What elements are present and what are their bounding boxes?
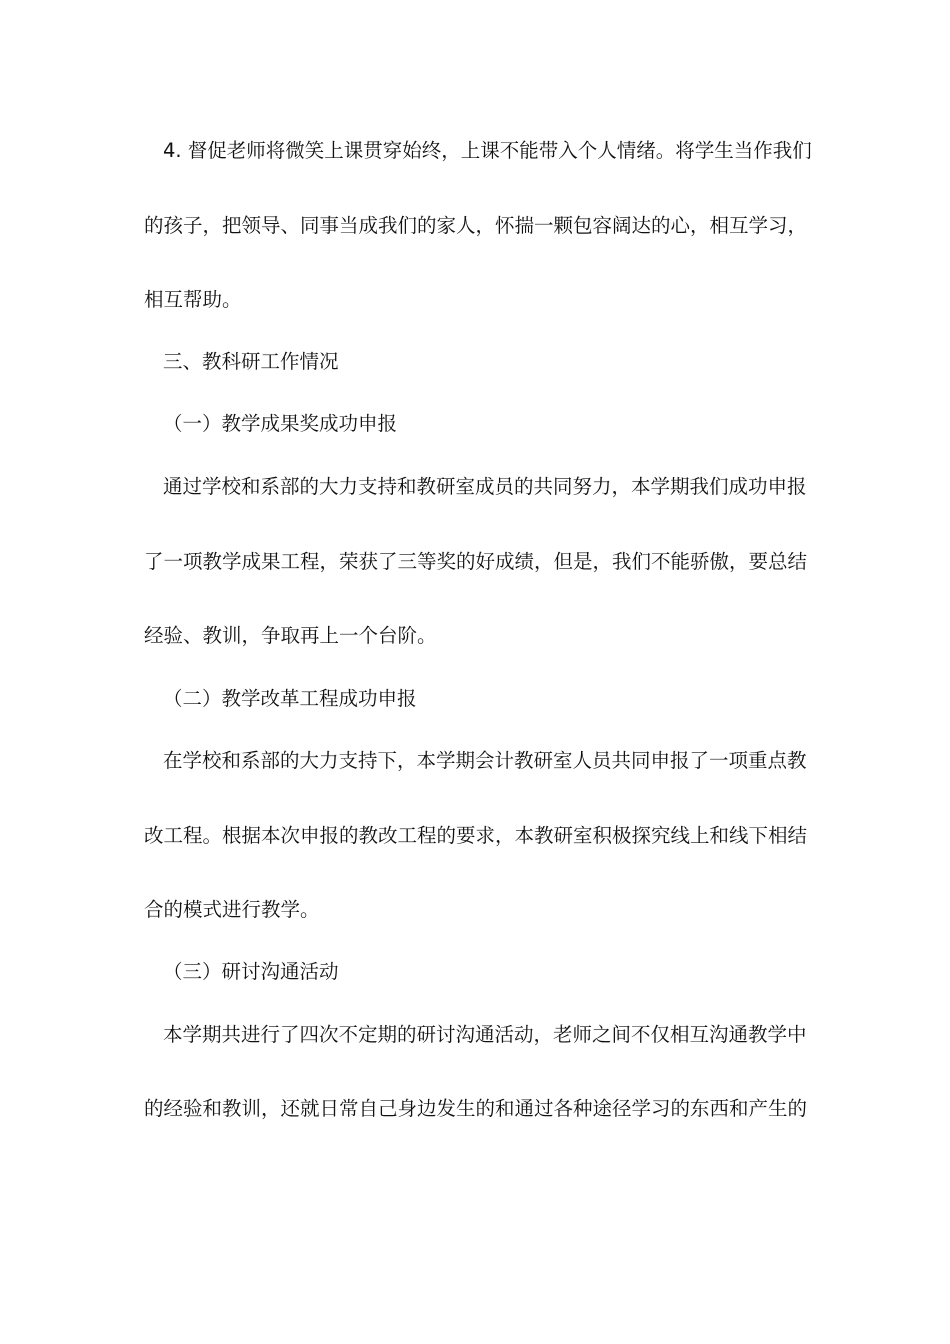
paragraph-line: 在学校和系部的大力支持下，本学期会计教研室人员共同申报了一项重点教 <box>163 749 807 772</box>
paragraph-line: 的孩子，把领导、同事当成我们的家人，怀揣一颗包容阔达的心，相互学习， <box>144 214 808 237</box>
subsection-heading: （三）研讨沟通活动 <box>163 960 339 983</box>
paragraph-line: 4. 督促老师将微笑上课贯穿始终，上课不能带入个人情绪。将学生当作我们 <box>163 139 812 162</box>
paragraph-line: 的经验和教训，还就日常自己身边发生的和通过各种途径学习的东西和产生的 <box>144 1097 808 1120</box>
paragraph-line: 合的模式进行教学。 <box>144 898 320 921</box>
paragraph-line: 了一项教学成果工程，荣获了三等奖的好成绩，但是，我们不能骄傲，要总结 <box>144 550 808 573</box>
section-heading: 三、教科研工作情况 <box>163 350 339 373</box>
paragraph-line: 通过学校和系部的大力支持和教研室成员的共同努力，本学期我们成功申报 <box>163 475 807 498</box>
paragraph-line: 本学期共进行了四次不定期的研讨沟通活动，老师之间不仅相互沟通教学中 <box>163 1023 807 1046</box>
paragraph-line: 改工程。根据本次申报的教改工程的要求，本教研室积极探究线上和线下相结 <box>144 824 808 847</box>
paragraph-line: 经验、教训，争取再上一个台阶。 <box>144 624 437 647</box>
subsection-heading: （二）教学改革工程成功申报 <box>163 687 417 710</box>
subsection-heading: （一）教学成果奖成功申报 <box>163 412 398 435</box>
paragraph-line: 相互帮助。 <box>144 288 242 311</box>
